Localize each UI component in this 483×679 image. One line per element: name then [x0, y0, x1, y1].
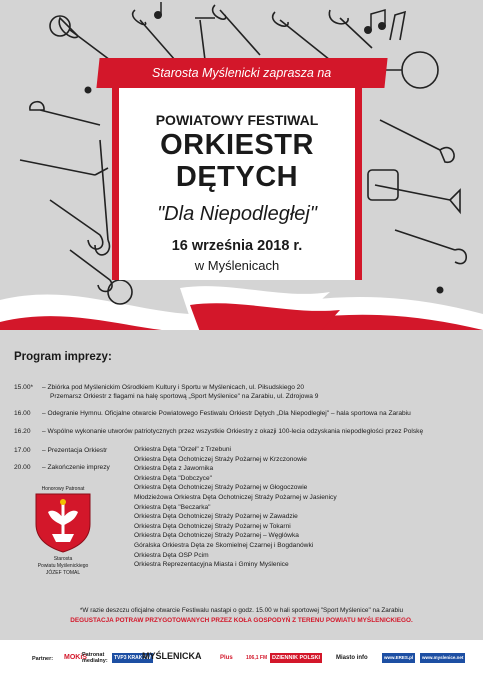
media-logo: Plus	[220, 655, 233, 661]
title-orkiestr: ORKIESTR	[160, 129, 314, 161]
patron-line1: Starosta	[53, 556, 73, 562]
orchestra-item: Orkiestra Dęta Ochotniczej Straży Pożarnej w Zawadzie	[134, 513, 298, 521]
partners-strip	[0, 640, 483, 679]
program-time: 17.00	[14, 447, 31, 454]
program-text: – Zakończenie imprezy	[42, 464, 110, 471]
orchestra-item: Młodzieżowa Orkiestra Dęta Ochotniczej Straży Pożarnej w Jasienicy	[134, 493, 337, 501]
program-text: Przemarsz Orkiestr z flagami na halę sportową „Sport Myślenice" na Zarabiu, ul. Zdrojowa 9	[50, 393, 319, 400]
media-logo: 106,1 FM	[246, 655, 268, 661]
patron-line2: Powiatu Myślenickiego	[37, 563, 89, 569]
orchestra-item: Orkiestra Dęta Ochotniczej Straży Pożarnej w Krzczonowie	[134, 455, 307, 463]
festival-date: 16 września 2018 r.	[171, 238, 303, 254]
program-text: – Wspólne wykonanie utworów patriotycznych przez wszystkie Orkiestry z okazji 100-lecia odzyskania niepodległości przez Polskę	[42, 428, 424, 435]
media-logo: DZIENNIK POLSKI	[272, 655, 320, 661]
title-detych: DĘTYCH	[175, 161, 299, 193]
orchestra-list	[134, 445, 337, 570]
orchestra-item: Orkiestra Dęta "Beczarka"	[134, 503, 211, 511]
media-logo: TVP3 KRAKÓW	[114, 655, 151, 661]
coat-of-arms-emblem	[34, 492, 92, 554]
orchestra-item: Orkiestra Dęta Ochotniczej Straży Pożarnej – Węglówka	[134, 532, 299, 540]
program-text: – Odegranie Hymnu. Oficjalne otwarcie Powiatowego Festiwalu Orkiestr Dętych „Dla Niepodległej" – hala sportowa na Zarabiu	[42, 410, 411, 417]
patron-name	[18, 556, 108, 577]
orchestra-item: Orkiestra Dęta "Dobczyce"	[134, 474, 212, 482]
festival-subtitle: "Dla Niepodległej"	[157, 203, 317, 225]
partner-logo: MOKiS	[64, 654, 87, 661]
degustation-notice: DEGUSTACJA POTRAW PRZYGOTOWANYCH PRZEZ KOŁA GOSPODYŃ Z TERENU POWIATU MYŚLENICKIEGO.	[70, 617, 413, 624]
program-time: 16.20	[14, 428, 31, 435]
program-time: 16.00	[14, 410, 31, 417]
orchestra-item: Orkiestra Dęta z Jawornika	[134, 465, 214, 473]
festival-place: w Myślenicach	[194, 258, 280, 273]
invitation-banner	[96, 58, 387, 88]
festival-label: POWIATOWY FESTIWAL	[155, 112, 319, 128]
rain-footnote: *W razie deszczu oficjalne otwarcie Festiwalu nastąpi o godz. 15.00 w hali sportowej "Sport Myślenice" na Zarabiu	[79, 607, 404, 614]
orchestra-item: Orkiestra Dęta "Orzeł" z Trzebuni	[134, 446, 232, 453]
media-patronage-label: Patronat medialny:	[82, 652, 108, 664]
media-logo: Miasto info	[336, 655, 368, 661]
orchestra-item: Orkiestra Dęta Ochotniczej Straży Pożarnej w Głogoczowie	[134, 484, 308, 492]
media-logo: MYŚLENICKA	[142, 651, 202, 661]
orchestra-item: Orkiestra Dęta Ochotniczej Straży Pożarnej w Tokarni	[134, 522, 291, 530]
orchestra-item: Orkiestra Reprezentacyjna Miasta i Gminy Myślenice	[134, 561, 289, 569]
banner-text: Starosta Myślenicki zaprasza na	[152, 66, 332, 80]
orchestra-item: Góralska Orkiestra Dęta ze Skomielnej Czarnej i Bogdanówki	[134, 541, 314, 549]
partner-label: Partner:	[32, 656, 54, 662]
patronage-label: Honorowy Patronat	[41, 486, 85, 492]
program-text: – Prezentacja Orkiestr	[42, 447, 108, 454]
patron-line3: JÓZEF TOMAL	[45, 570, 81, 576]
orchestra-item: Orkiestra Dęta OSP Pcim	[134, 551, 209, 559]
program-time: 15.00*	[14, 384, 34, 391]
media-logo: www.ERES.pl	[382, 653, 415, 663]
program-text: – Zbiórka pod Myślenickim Ośrodkiem Kultury i Sportu w Myślenicach, ul. Piłsudskiego 20	[42, 384, 305, 391]
program-heading: Program imprezy:	[14, 351, 112, 363]
media-logo: www.myslenice.net	[420, 653, 465, 663]
program-time: 20.00	[14, 464, 31, 471]
